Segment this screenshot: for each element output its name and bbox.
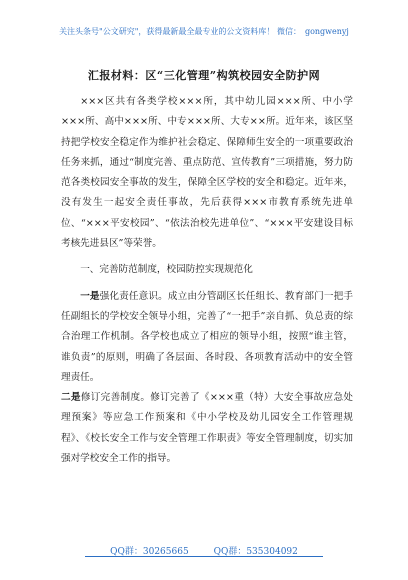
footer-divider	[85, 556, 323, 557]
document-title: 汇报材料：区“三化管理”构筑校园安全防护网	[87, 69, 321, 82]
qq-group-two: QQ群：535304092	[213, 547, 298, 557]
paragraph-one	[61, 287, 353, 388]
paragraph-one-text: 强化责任意识。成立由分管副区长任组长、教育部门一把手任副组长的学校安全领导小组，完善了“一把手”亲自抓、负总责的综合治理工作机制。各学校也成立了相应的领导小组，按照“谁主管，谁负责”的原则，明确了各层面、各时段、各项教育活动中的安全管理责任。	[61, 290, 354, 383]
qq-group-one: QQ群：30265665	[110, 547, 189, 557]
intro-paragraph: ×××区共有各类学校×××所，其中幼儿园×××所、中小学×××所、高中×××所、中专×××所、大专××所。近年来，该区坚持把学校安全稳定作为维护社会稳定、保障师生安全的一项重要政治任务来抓，通过“制度完善、重点防范、宣传教育”三项措施，努力防范各类校园安全事故的发生，保障全区学校的安全和稳定。近年来，没有发生一起安全责任事故，先后获得×××市教育系统先进单位、“×××平安校园”、“依法治校先进单位”、“×××平安建设目标考核先进县区”等荣誉。	[61, 96, 353, 250]
paragraph-two-lead: 二是	[61, 392, 81, 404]
wechat-id: gongwenyj	[304, 27, 349, 36]
paragraph-two	[61, 388, 353, 469]
paragraph-two-text: 修订完善制度。修订完善了《×××重（特）大安全事故应急处理预案》等应急工作预案和《中小学校及幼儿园安全工作管理规程》、《校长安全工作与安全管理工作职责》等安全管理制度，切实加强对学校安全工作的指导。	[61, 392, 353, 465]
section-heading: 一、完善防范制度，校园防控实现规范化	[80, 264, 253, 276]
promo-text: 关注头条号"公文研究"，获得最新最全最专业的公文资料库！ 微信：	[59, 27, 301, 36]
paragraph-one-lead: 一是	[80, 290, 100, 302]
document-body	[61, 92, 353, 469]
promo-header	[0, 27, 408, 37]
